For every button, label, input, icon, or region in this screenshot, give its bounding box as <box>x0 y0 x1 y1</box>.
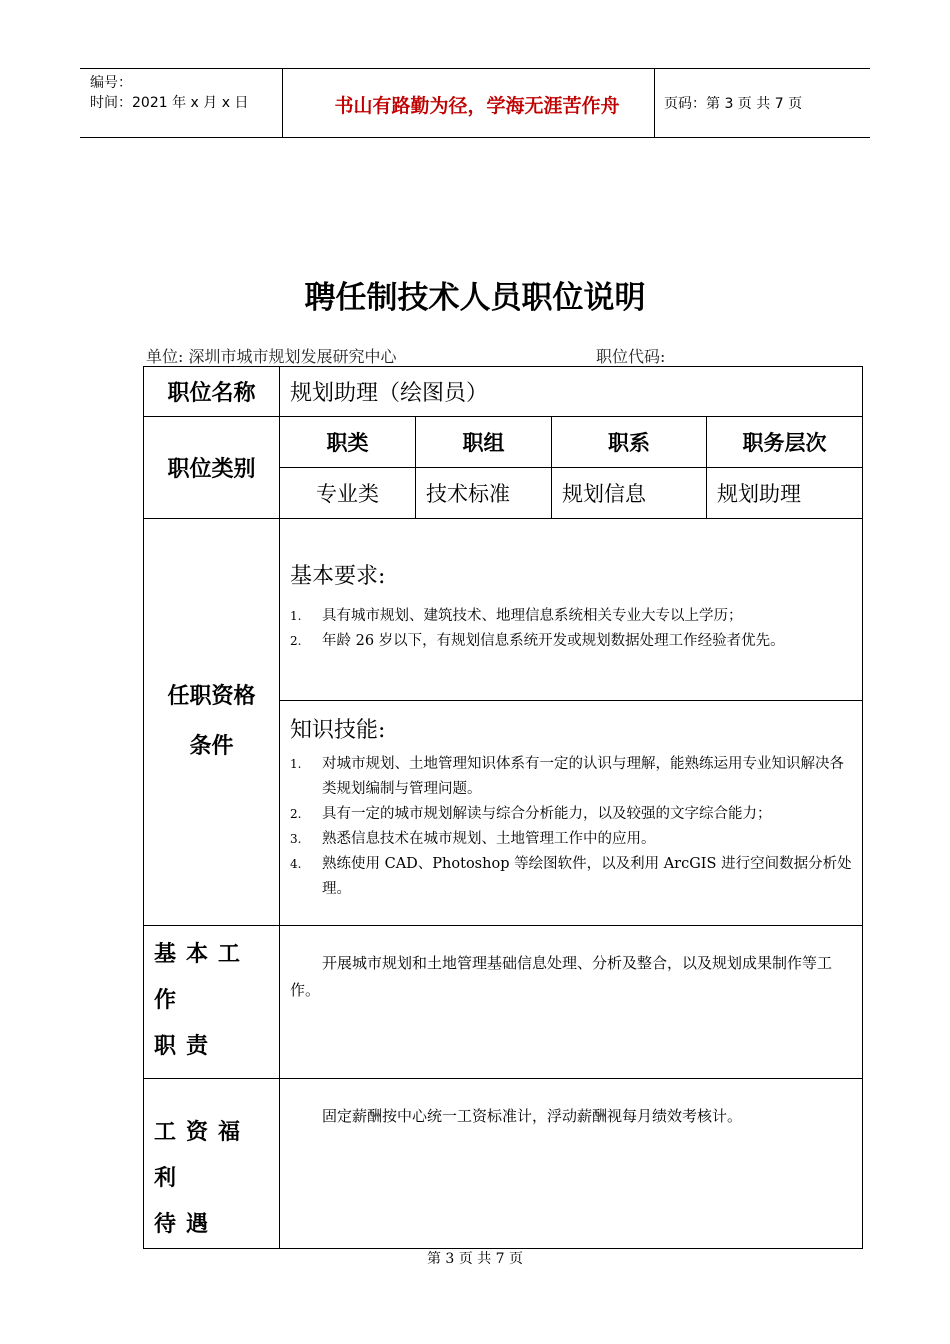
position-category-label: 职位类别 <box>144 417 280 519</box>
qualification-label <box>144 519 280 926</box>
header-divider <box>282 69 283 137</box>
table-row <box>144 519 863 701</box>
category-value: 技术标准 <box>416 468 552 519</box>
item-text: 年龄 26 岁以下，有规划信息系统开发或规划数据处理工作经验者优先。 <box>322 633 785 649</box>
basic-duties-cell <box>280 926 863 1079</box>
category-header: 职类 <box>280 417 416 468</box>
item-text: 具有一定的城市规划解读与综合分析能力，以及较强的文字综合能力； <box>322 806 772 822</box>
list-item <box>290 802 854 827</box>
duty-label-line: 职责 <box>154 1034 219 1059</box>
item-text: 熟练使用 CAD、Photoshop 等绘图软件，以及利用 ArcGIS 进行空间数据分析处理。 <box>322 856 852 897</box>
table-row <box>144 417 863 468</box>
salary-benefits-text: 固定薪酬按中心统一工资标准计，浮动薪酬视每月绩效考核计。 <box>322 1107 743 1125</box>
header-motto: 书山有路勤为径，学海无涯苦作舟 <box>334 95 620 117</box>
item-number: 4. <box>290 857 302 871</box>
item-text: 熟悉信息技术在城市规划、土地管理工作中的应用。 <box>322 831 656 847</box>
item-number: 1. <box>290 609 302 623</box>
header-page-info: 页码：第 3 页 共 7 页 <box>664 96 803 112</box>
list-item <box>290 629 854 654</box>
document-header <box>80 68 870 138</box>
item-number: 2. <box>290 807 302 821</box>
list-item <box>290 852 854 902</box>
knowledge-skills-list <box>280 752 862 902</box>
list-item <box>290 752 854 802</box>
category-header: 职系 <box>552 417 707 468</box>
position-name-value: 规划助理（绘图员） <box>280 367 863 417</box>
header-divider <box>654 69 655 137</box>
basic-requirements-cell <box>280 519 863 701</box>
page-title: 聘任制技术人员职位说明 <box>304 280 646 316</box>
category-value: 规划信息 <box>552 468 707 519</box>
list-item <box>290 827 854 852</box>
category-value: 规划助理 <box>707 468 863 519</box>
item-text: 对城市规划、土地管理知识体系有一定的认识与理解，能熟练运用专业知识解决各类规划编制与管理问题。 <box>322 756 844 797</box>
basic-duties-label <box>144 926 280 1079</box>
category-header: 职务层次 <box>707 417 863 468</box>
category-value: 专业类 <box>280 468 416 519</box>
table-row <box>144 1079 863 1249</box>
salary-label-line: 工资福利 <box>154 1120 251 1191</box>
unit-label: 单位: 深圳市城市规划发展研究中心 <box>146 347 397 366</box>
list-item <box>290 604 854 629</box>
table-row <box>144 926 863 1079</box>
qualification-label-line: 任职资格 <box>167 684 256 709</box>
basic-requirements-list <box>280 604 862 654</box>
position-name-label: 职位名称 <box>144 367 280 417</box>
basic-requirements-heading: 基本要求: <box>290 564 386 589</box>
position-table <box>143 366 863 1249</box>
knowledge-skills-heading: 知识技能: <box>290 718 386 743</box>
item-number: 1. <box>290 757 302 771</box>
item-number: 2. <box>290 634 302 648</box>
table-row <box>144 367 863 417</box>
duty-label-line: 基本工作 <box>154 942 251 1013</box>
basic-duties-text: 开展城市规划和土地管理基础信息处理、分析及整合，以及规划成果制作等工作。 <box>290 954 833 999</box>
knowledge-skills-cell <box>280 701 863 926</box>
category-header: 职组 <box>416 417 552 468</box>
page-footer: 第 3 页 共 7 页 <box>426 1251 524 1267</box>
item-number: 3. <box>290 832 302 846</box>
position-code-label: 职位代码: <box>596 347 666 366</box>
qualification-label-line: 条件 <box>189 734 234 759</box>
header-meta <box>90 73 248 113</box>
item-text: 具有城市规划、建筑技术、地理信息系统相关专业大专以上学历； <box>322 608 743 624</box>
salary-benefits-label <box>144 1079 280 1249</box>
number-label: 编号： <box>90 75 132 91</box>
salary-label-line: 待遇 <box>154 1212 219 1237</box>
time-label: 时间：2021 年 x 月 x 日 <box>90 95 249 111</box>
salary-benefits-cell <box>280 1079 863 1249</box>
